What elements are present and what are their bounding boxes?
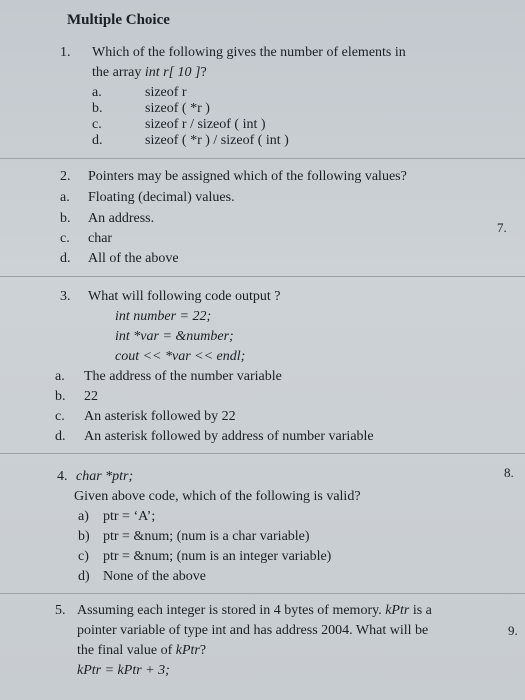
q1-option-a-letter: a. xyxy=(92,85,102,100)
divider xyxy=(0,276,525,277)
q3-text: What will following code output ? xyxy=(88,289,281,304)
q1-option-c-text: sizeof r / sizeof ( int ) xyxy=(145,117,266,132)
page-heading: Multiple Choice xyxy=(67,12,170,28)
q5-text-line1 xyxy=(77,602,432,620)
q1-option-b-letter: b. xyxy=(92,101,103,116)
q3-option-d-letter: d. xyxy=(55,429,66,444)
divider xyxy=(0,593,525,594)
q4-code: char *ptr; xyxy=(76,469,134,484)
q4-option-a-text: ptr = ‘A’; xyxy=(103,509,156,524)
q1-number: 1. xyxy=(60,45,71,60)
q3-option-a-text: The address of the number variable xyxy=(84,369,282,384)
q4-option-c-text: ptr = &num; (num is an integer variable) xyxy=(103,549,332,564)
q3-option-a-letter: a. xyxy=(55,369,65,384)
q5-text-line2: pointer variable of type int and has address 2004. What will be xyxy=(77,623,429,638)
q1-text-suffix: ? xyxy=(200,65,207,80)
q3-number: 3. xyxy=(60,289,71,304)
q5-text-prefix: the final value of xyxy=(77,643,176,658)
divider xyxy=(0,453,525,454)
q3-code-line1: int number = 22; xyxy=(115,309,212,324)
q3-option-d-text: An asterisk followed by address of number variable xyxy=(84,429,374,444)
q2-option-b-text: An address. xyxy=(88,211,155,226)
q5-code-kptr: kPtr xyxy=(385,603,410,618)
q4-option-c-letter: c) xyxy=(78,549,89,564)
q1-text-line1: Which of the following gives the number of elements in xyxy=(92,45,406,60)
q3-option-b-text: 22 xyxy=(84,389,98,404)
q1-option-d-letter: d. xyxy=(92,133,103,148)
side-number-7: 7. xyxy=(497,220,507,235)
side-number-8: 8. xyxy=(504,465,514,480)
q3-code-line3: cout << *var << endl; xyxy=(115,349,246,364)
q4-option-b-letter: b) xyxy=(78,529,90,544)
q4-option-b-text: ptr = &num; (num is a char variable) xyxy=(103,529,310,544)
q2-option-c-letter: c. xyxy=(60,231,70,246)
q4-option-a-letter: a) xyxy=(78,509,89,524)
q1-option-a-text: sizeof r xyxy=(145,85,187,100)
q5-text-suffix: is a xyxy=(409,603,432,618)
q1-option-b-text: sizeof ( *r ) xyxy=(145,101,210,116)
q2-option-b-letter: b. xyxy=(60,211,71,226)
q3-option-c-text: An asterisk followed by 22 xyxy=(84,409,236,424)
q4-option-d-text: None of the above xyxy=(103,569,207,584)
q3-option-c-letter: c. xyxy=(55,409,65,424)
q5-text-suffix: ? xyxy=(199,643,207,658)
side-number-9: 9. xyxy=(508,623,518,638)
q4-number: 4. xyxy=(57,469,68,484)
q5-code-kptr: kPtr xyxy=(175,643,200,658)
q2-option-c-text: char xyxy=(88,231,113,246)
q2-text: Pointers may be assigned which of the following values? xyxy=(88,169,407,184)
q4-option-d-letter: d) xyxy=(78,569,90,584)
q2-option-a-text: Floating (decimal) values. xyxy=(88,190,235,205)
q5-text-line3 xyxy=(77,642,206,660)
q2-option-a-letter: a. xyxy=(60,190,70,205)
q5-code: kPtr = kPtr + 3; xyxy=(77,663,170,678)
q5-text-prefix: Assuming each integer is stored in 4 bytes of memory. xyxy=(77,603,386,618)
q3-code-line2: int *var = &number; xyxy=(115,329,234,344)
q2-number: 2. xyxy=(60,169,71,184)
q1-code-array: int r[ 10 ] xyxy=(144,65,201,80)
q4-text: Given above code, which of the following is valid? xyxy=(74,489,361,504)
q2-option-d-text: All of the above xyxy=(88,251,179,266)
q2-option-d-letter: d. xyxy=(60,251,71,266)
q1-option-c-letter: c. xyxy=(92,117,102,132)
divider xyxy=(0,158,525,159)
q1-option-d-text: sizeof ( *r ) / sizeof ( int ) xyxy=(145,133,289,148)
q5-number: 5. xyxy=(55,603,66,618)
q3-option-b-letter: b. xyxy=(55,389,66,404)
q1-text-line2 xyxy=(92,64,207,82)
q1-text-prefix: the array xyxy=(92,65,145,80)
